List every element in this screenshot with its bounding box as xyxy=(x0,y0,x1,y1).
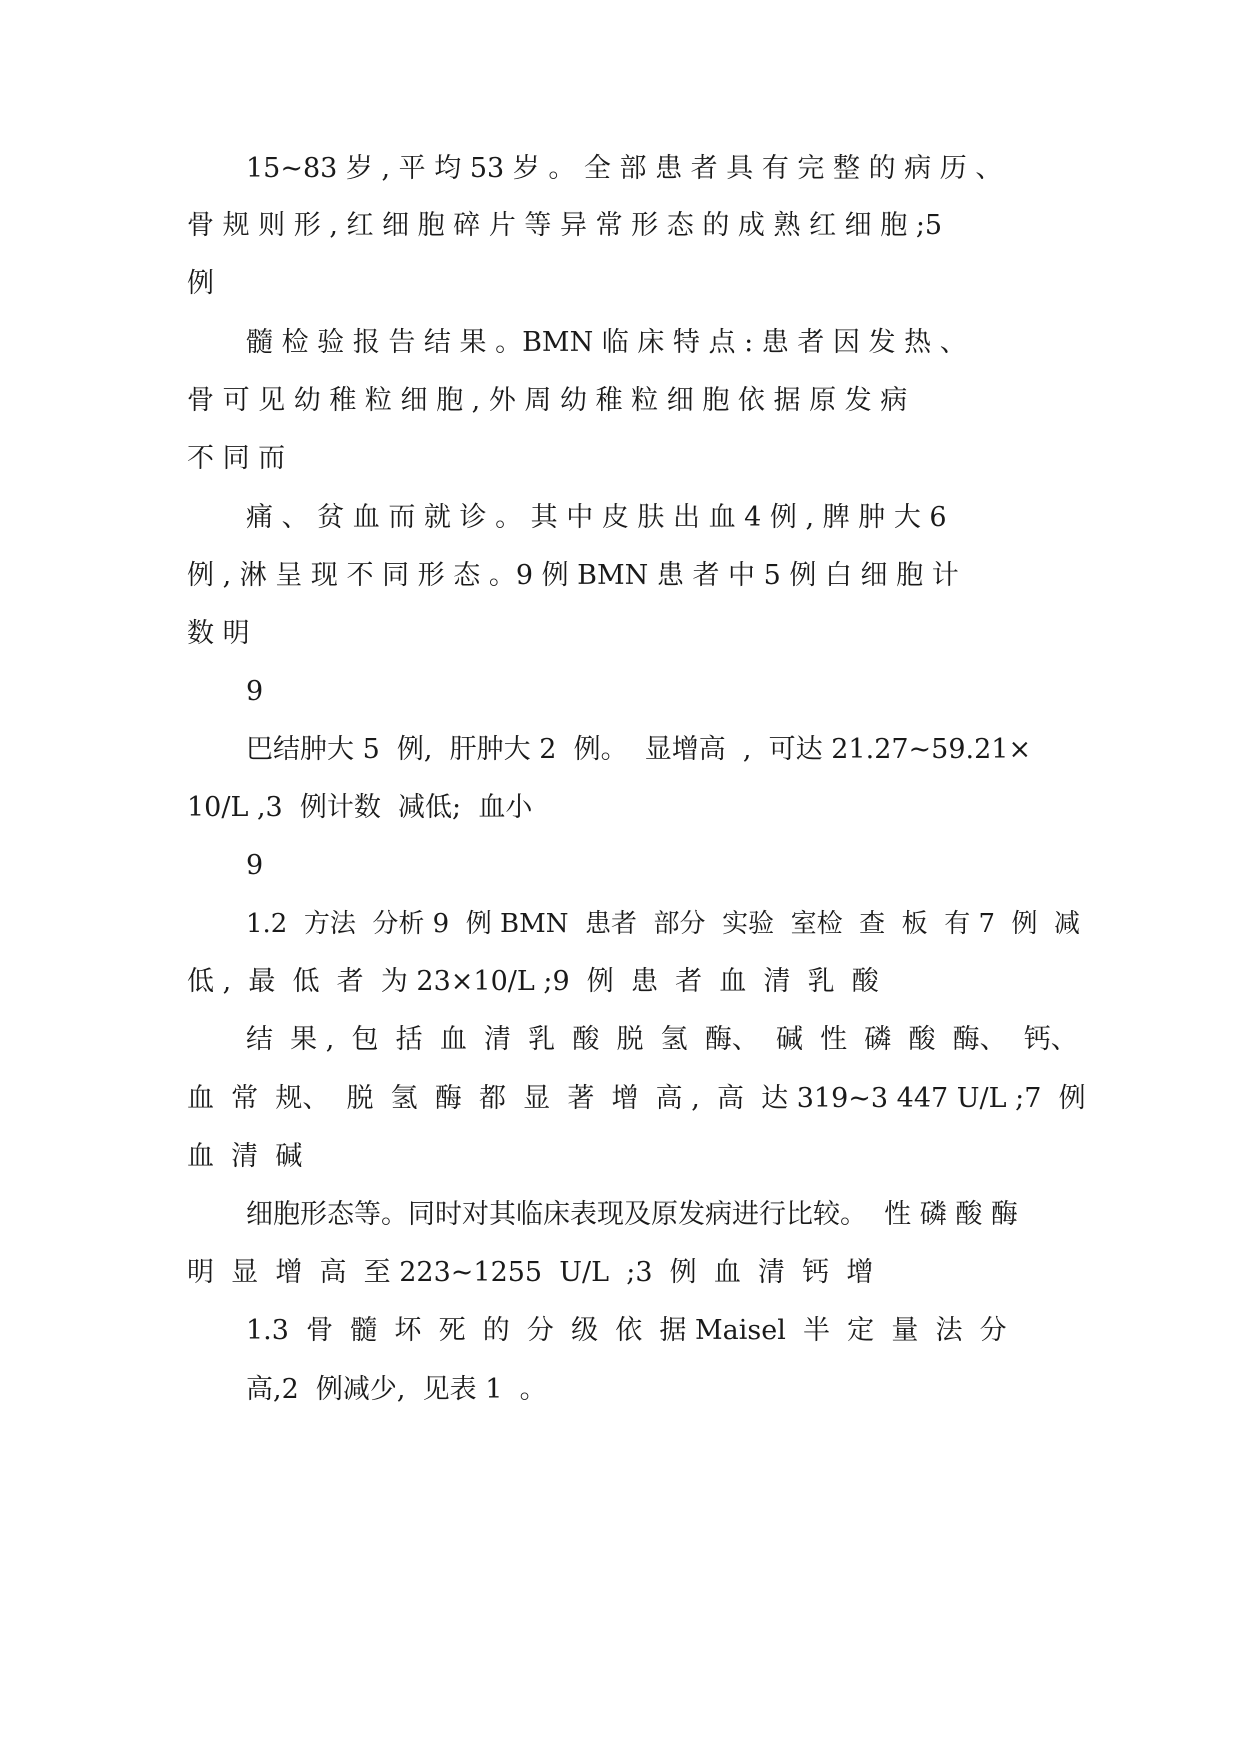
text-line-16: 结 果 , 包 括 血 清 乳 酸 脱 氢 酶、 碱 性 磷 酸 酶、 钙、 xyxy=(246,1024,1078,1055)
text-line-4: 髓 检 验 报 告 结 果 。BMN 临 床 特 点 : 患 者 因 发 热 、 xyxy=(246,327,967,358)
text-line-18: 血 清 碱 xyxy=(187,1141,303,1172)
text-line-19: 细胞形态等。同时对其临床表现及原发病进行比较。 性 磷 酸 酶 xyxy=(246,1199,1018,1230)
text-line-11: 巴结肿大 5 例, 肝肿大 2 例。 显增高 , 可达 21.27~59.21× xyxy=(246,734,1032,765)
text-line-14: 1.2 方法 分析 9 例 BMN 患者 部分 实验 室检 查 板 有 7 例 减 xyxy=(246,909,1081,939)
text-line-8: 例 , 淋 呈 现 不 同 形 态 。9 例 BMN 患 者 中 5 例 白 细 胞 计 xyxy=(187,560,959,591)
text-line-21: 1.3 骨 髓 坏 死 的 分 级 依 据 Maisel 半 定 量 法 分 xyxy=(246,1315,1007,1346)
text-line-5: 骨 可 见 幼 稚 粒 细 胞 , 外 周 幼 稚 粒 细 胞 依 据 原 发 病 xyxy=(187,385,908,416)
text-line-20: 明 显 增 高 至 223~1255 U/L ;3 例 血 清 钙 增 xyxy=(187,1257,874,1288)
text-line-10: 9 xyxy=(246,676,264,707)
text-line-15: 低 , 最 低 者 为 23×10/L ;9 例 患 者 血 清 乳 酸 xyxy=(187,966,879,997)
text-line-2: 骨 规 则 形 , 红 细 胞 碎 片 等 异 常 形 态 的 成 熟 红 细 胞 ;5 xyxy=(187,210,943,241)
text-line-1: 15~83 岁 , 平 均 53 岁 。 全 部 患 者 具 有 完 整 的 病 历 、 xyxy=(246,153,1003,184)
text-line-6: 不 同 而 xyxy=(187,443,286,474)
text-line-13: 9 xyxy=(246,850,264,881)
text-line-7: 痛 、 贫 血 而 就 诊 。 其 中 皮 肤 出 血 4 例 , 脾 肿 大 6 xyxy=(246,502,947,533)
text-line-9: 数 明 xyxy=(187,618,250,649)
text-line-12: 10/L ,3 例计数 减低; 血小 xyxy=(187,792,533,823)
text-line-22: 高,2 例减少, 见表 1 。 xyxy=(246,1374,547,1405)
text-line-17: 血 常 规、 脱 氢 酶 都 显 著 增 高 , 高 达 319~3 447 U/L ;7 例 xyxy=(187,1083,1086,1114)
text-line-3: 例 xyxy=(187,268,214,299)
